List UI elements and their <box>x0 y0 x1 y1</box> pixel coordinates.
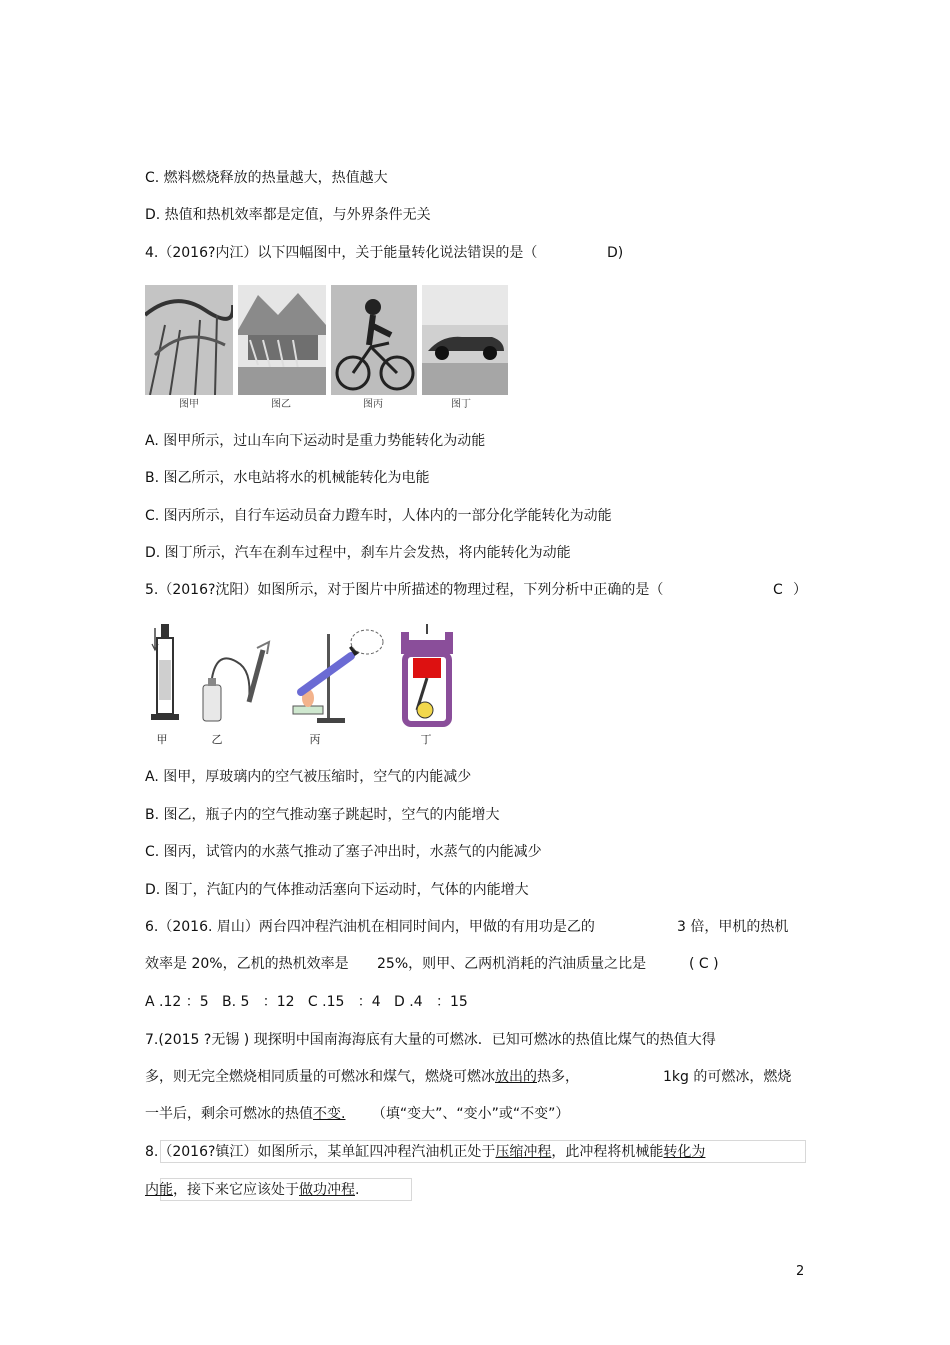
question-7-text-e: （填“变大”、“变小”或“不变”） <box>371 1106 570 1122</box>
engine-cylinder-diagram <box>395 624 459 728</box>
question-8-blank-3: 内能 <box>145 1182 173 1198</box>
question-4-text: 4.（2016?内江）以下四幅图中，关于能量转化说法错误的是（ <box>145 245 538 261</box>
question-8-text-c: ，接下来它应该处于 <box>173 1182 299 1198</box>
question-6-options: A .12 ：5 B. 5 ：12 C .15 ：4 D .4 ：15 <box>145 994 468 1010</box>
question-8-text-a: 8.（2016?镇江）如图所示，某单缸四冲程汽油机正处于 <box>145 1144 496 1160</box>
option-4b: B. 图乙所示，水电站将水的机械能转化为电能 <box>145 470 430 486</box>
question-6-answer: ( C ) <box>689 956 719 972</box>
question-6-line1 <box>145 918 789 936</box>
question-8-line1 <box>145 1143 705 1161</box>
photo-caption-yi: 图乙 <box>271 399 291 410</box>
question-7-blank-1: 放出的 <box>495 1069 537 1085</box>
question-8-blank-2: 转化为 <box>663 1144 706 1160</box>
question-8-line2 <box>145 1181 359 1199</box>
option-3c: C. 燃料燃烧释放的热量越大，热值越大 <box>145 170 388 186</box>
diagram-caption-yi: 乙 <box>211 733 223 746</box>
option-3d: D. 热值和热机效率都是定值，与外界条件无关 <box>145 207 431 223</box>
question-5-close: ） <box>793 582 807 598</box>
question-7-blank-2: 不变. <box>313 1106 346 1122</box>
energy-conversion-photos <box>145 285 510 410</box>
bottle-stopper-diagram <box>197 640 279 725</box>
option-5c: C. 图丙，试管内的水蒸气推动了塞子冲出时，水蒸气的内能减少 <box>145 844 542 860</box>
question-6-text-d: 25%，则甲、乙两机消耗的汽油质量之比是 <box>377 956 647 972</box>
question-7-text-b: 热多， <box>537 1069 579 1085</box>
photo-caption-ding: 图丁 <box>451 399 471 410</box>
question-7-line2 <box>145 1068 792 1086</box>
page-number: 2 <box>796 1264 805 1279</box>
question-7-text-a: 多，则无完全燃烧相同质量的可燃冰和煤气，燃烧可燃冰 <box>145 1069 495 1085</box>
question-7-line3 <box>145 1105 569 1123</box>
diagram-caption-ding: 丁 <box>420 733 432 746</box>
question-6-text-c: 效率是 20%，乙机的热机效率是 <box>145 956 349 972</box>
compression-cylinder-diagram <box>145 620 185 725</box>
option-5b: B. 图乙，瓶子内的空气推动塞子跳起时，空气的内能增大 <box>145 807 500 823</box>
question-4-answer: D) <box>607 245 624 261</box>
photo-caption-jia: 图甲 <box>179 399 199 410</box>
question-6-line2 <box>145 955 719 973</box>
question-5-text: 5.（2016?沈阳）如图所示，对于图片中所描述的物理过程，下列分析中正确的是（ <box>145 582 664 598</box>
question-8-text-b: ，此冲程将机械能 <box>551 1144 664 1160</box>
race-car-photo <box>422 285 508 395</box>
cyclist-photo <box>331 285 417 395</box>
question-8-text-d: . <box>355 1182 360 1198</box>
question-4 <box>145 244 624 262</box>
question-6-text-a: 6.（2016. 眉山）两台四冲程汽油机在相同时间内，甲做的有用功是乙的 <box>145 919 595 935</box>
test-tube-heating-diagram <box>283 622 385 726</box>
option-5a: A. 图甲，厚玻璃内的空气被压缩时，空气的内能减少 <box>145 769 472 785</box>
roller-coaster-photo <box>145 285 233 395</box>
option-4a: A. 图甲所示，过山车向下运动时是重力势能转化为动能 <box>145 433 486 449</box>
diagram-caption-jia: 甲 <box>156 733 168 746</box>
hydropower-photo <box>238 285 326 395</box>
physics-process-diagrams <box>145 620 465 750</box>
question-5-answer: C <box>773 582 783 598</box>
option-4d: D. 图丁所示，汽车在刹车过程中，刹车片会发热，将内能转化为动能 <box>145 545 571 561</box>
option-4c: C. 图丙所示，自行车运动员奋力蹬车时，人体内的一部分化学能转化为动能 <box>145 508 612 524</box>
question-7-text-d: 一半后，剩余可燃冰的热值 <box>145 1106 313 1122</box>
option-5d: D. 图丁，汽缸内的气体推动活塞向下运动时，气体的内能增大 <box>145 882 529 898</box>
diagram-caption-bing: 丙 <box>309 733 321 746</box>
photo-caption-bing: 图丙 <box>363 399 383 410</box>
question-6-text-b: 3 倍，甲机的热机 <box>677 919 789 935</box>
question-7-text-c: 1kg 的可燃冰，燃烧 <box>663 1069 792 1085</box>
question-8-blank-1: 压缩冲程 <box>495 1144 552 1160</box>
question-8-blank-4: 做功冲程 <box>299 1182 355 1198</box>
question-7-line1: 7.(2015 ?无锡 ) 现探明中国南海海底有大量的可燃冰．已知可燃冰的热值比煤气的热值大得 <box>145 1032 716 1048</box>
question-5 <box>145 581 807 599</box>
